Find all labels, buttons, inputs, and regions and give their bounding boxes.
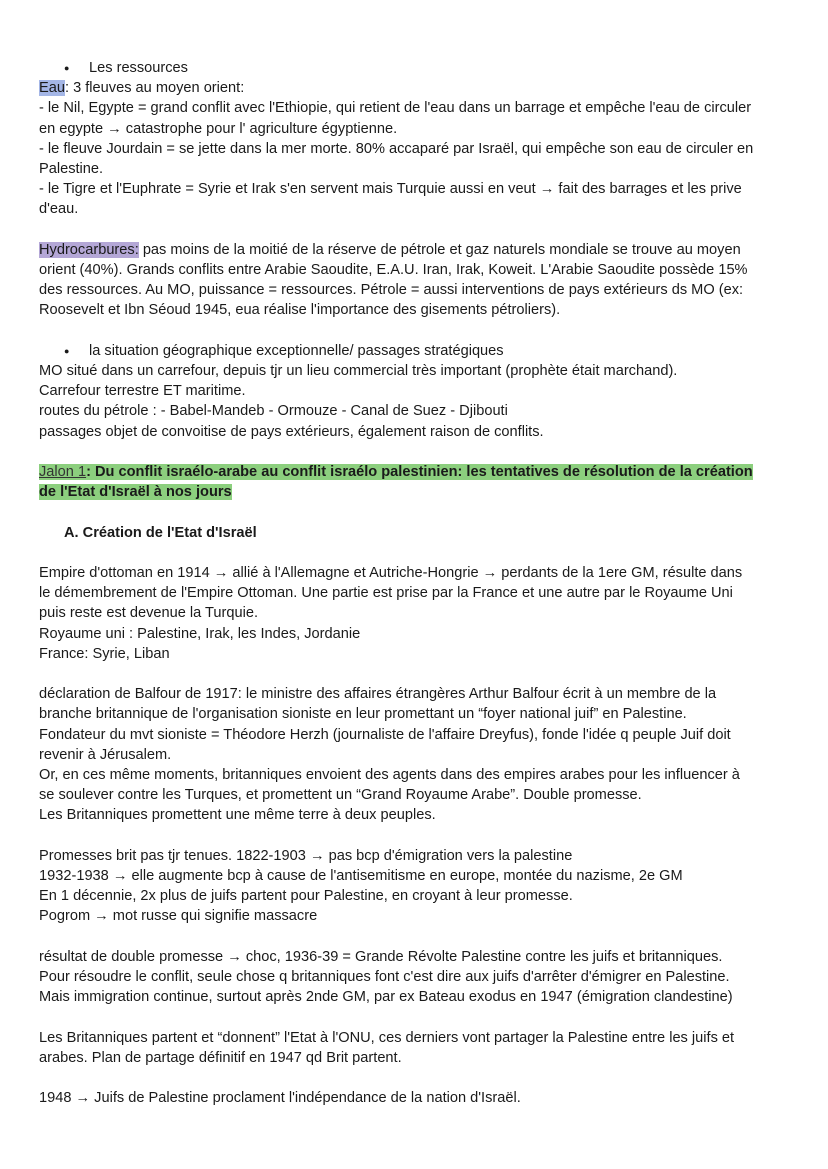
promesses-line-4: Pogrom → mot russe qui signifie massacre (39, 908, 318, 925)
jalon-heading-line-2 (39, 482, 791, 502)
resultat-line-3: Mais immigration continue, surtout après 2nde GM, par ex Bateau exodus en 1947 (émigration clandestine) (39, 989, 733, 1006)
eau-label: Eau (39, 80, 65, 97)
onu-line-2: arabes. Plan de partage définitif en 1947 qd Brit partent. (39, 1049, 402, 1066)
balfour-line-7: Les Britanniques promettent une même terre à deux peuples. (39, 807, 436, 824)
jalon-heading-line-1 (39, 462, 791, 482)
jalon-sep: : (86, 464, 95, 481)
jalon-title-2: de l'Etat d'Israël à nos jours (39, 484, 232, 501)
hydro-line-4: Roosevelt et Ibn Séoud 1945, eua réalise l'importance des gisements pétroliers). (39, 302, 561, 319)
hydro-line-2: orient (40%). Grands conflits entre Arabie Saoudite, E.A.U. Iran, Irak, Koweit. L'Arabie Saoudite possède 15% (39, 262, 748, 279)
hydro-line-3: des ressources. Au MO, puissance = ressources. Pétrole = aussi interventions de pays extérieurs ds MO (ex: (39, 282, 744, 299)
tigre-line-1: - le Tigre et l'Euphrate = Syrie et Irak s'en servent mais Turquie aussi en veut → fait des barrages et les prive (39, 181, 742, 198)
promesses-line-2: 1932-1938 → elle augmente bcp à cause de l'antisemitisme en europe, montée du nazisme, 2e GM (39, 868, 683, 885)
jourdain-line-1: - le fleuve Jourdain = se jette dans la mer morte. 80% accaparé par Israël, qui empêche son eau de circuler en (39, 140, 754, 157)
bullet-situation: ● la situation géographique exceptionnelle/ passages stratégiques (39, 341, 791, 361)
situ-line-2: Carrefour terrestre ET maritime. (39, 383, 246, 400)
nil-line-2: en egypte → catastrophe pour l' agriculture égyptienne. (39, 120, 398, 137)
hydro-label: Hydrocarbures: (39, 241, 139, 258)
jourdain-line-2: Palestine. (39, 161, 104, 178)
onu-line-1: Les Britanniques partent et “donnent” l'Etat à l'ONU, ces derniers vont partager la Palestine entre les juifs et (39, 1029, 735, 1046)
situ-line-3: routes du pétrole : - Babel-Mandeb - Ormouze - Canal de Suez - Djibouti (39, 403, 508, 420)
balfour-line-5: Or, en ces même moments, britanniques envoient des agents dans des empires arabes pour les influencer à (39, 767, 740, 784)
document-page (39, 58, 791, 1108)
promesses-line-3: En 1 décennie, 2x plus de juifs partent pour Palestine, en croyant à leur promesse. (39, 888, 573, 905)
situ-line-4: passages objet de convoitise de pays extérieurs, également raison de conflits. (39, 423, 544, 440)
emp-line-1: Empire d'ottoman en 1914 → allié à l'Allemagne et Autriche-Hongrie → perdants de la 1ere GM, résulte dans (39, 565, 743, 581)
bullet-ressources: ● Les ressources (39, 58, 791, 78)
emp-line-5: France: Syrie, Liban (39, 645, 170, 662)
emp-line-3: puis reste est devenue la Turquie. (39, 605, 259, 622)
tigre-line-2: d'eau. (39, 201, 79, 218)
balfour-line-4: revenir à Jérusalem. (39, 746, 172, 763)
jalon-link[interactable]: Jalon 1 (39, 464, 87, 481)
balfour-line-2: branche britannique de l'organisation sioniste en leur promettant un “foyer national juif” en Palestine. (39, 706, 687, 723)
eau-heading (39, 78, 791, 98)
emp-line-4: Royaume uni : Palestine, Irak, les Indes, Jordanie (39, 625, 361, 642)
resultat-line-1: résultat de double promesse → choc, 1936-39 = Grande Révolte Palestine contre les juifs et britanniques. (39, 948, 723, 965)
promesses-line-1: Promesses brit pas tjr tenues. 1822-1903 → pas bcp d'émigration vers la palestine (39, 847, 573, 864)
emp-line-2: le démembrement de l'Empire Ottoman. Une partie est prise par la France et une autre par le Royaume Uni (39, 585, 733, 602)
subheading-a: A. Création de l'Etat d'Israël (64, 524, 257, 541)
balfour-line-1: déclaration de Balfour de 1917: le ministre des affaires étrangères Arthur Balfour écrit à un membre de la (39, 686, 717, 703)
balfour-line-6: se soulever contre les Turques, et promettent un “Grand Royaume Arabe”. Double promesse. (39, 787, 642, 804)
hydro-line-1 (39, 240, 791, 260)
eau-text: : 3 fleuves au moyen orient: (64, 80, 245, 97)
resultat-line-2: Pour résoudre le conflit, seule chose q britanniques font c'est dire aux juifs d'arrêter d'émigrer en Palestine. (39, 969, 730, 986)
jalon-title-1: Du conflit israélo-arabe au conflit israélo palestinien: les tentatives de résolution de la création (94, 464, 753, 481)
hydro-text: pas moins de la moitié de la réserve de pétrole et gaz naturels mondiale se trouve au moyen (138, 241, 741, 258)
final-line: 1948 → Juifs de Palestine proclament l'indépendance de la nation d'Israël. (39, 1090, 521, 1107)
nil-line-1: - le Nil, Egypte = grand conflit avec l'Ethiopie, qui retient de l'eau dans un barrage et empêche l'eau de circuler (39, 100, 752, 117)
situ-line-1: MO situé dans un carrefour, depuis tjr un lieu commercial très important (prophète était marchand). (39, 363, 678, 380)
balfour-line-3: Fondateur du mvt sioniste = Théodore Herzh (journaliste de l'affaire Dreyfus), fonde l'idée q peuple Juif doit (39, 726, 731, 743)
